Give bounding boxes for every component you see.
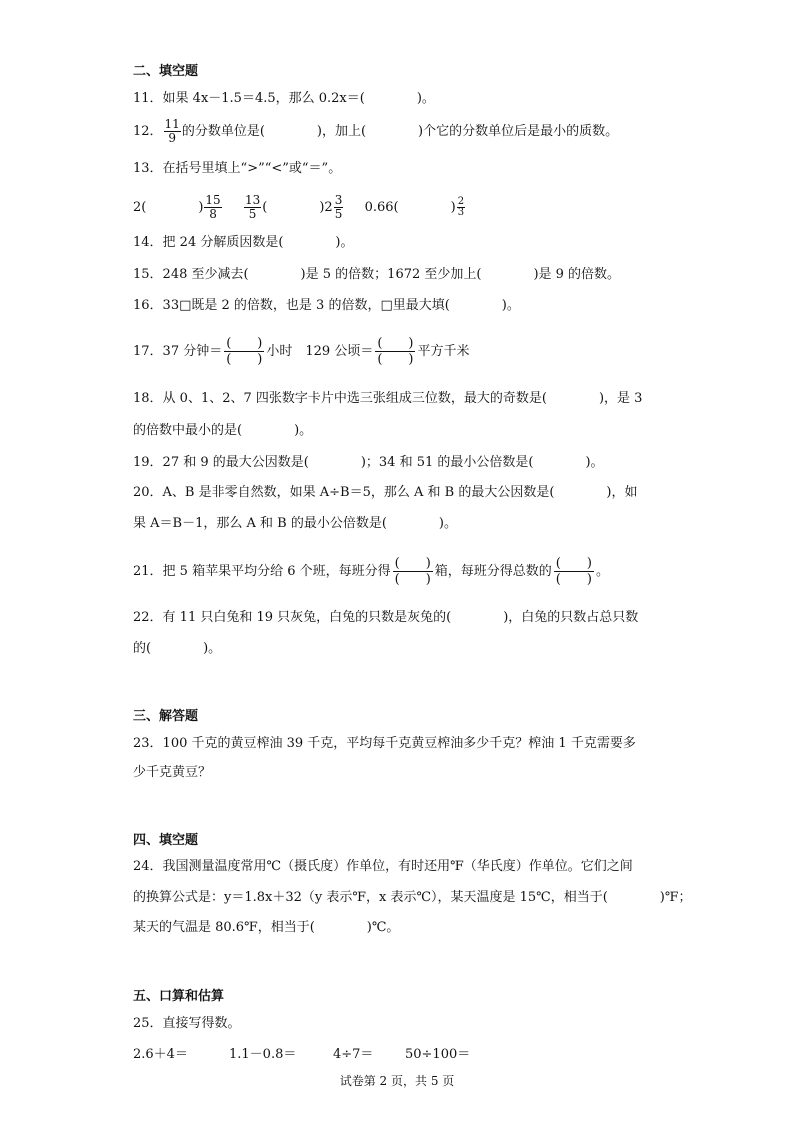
question-14: 14．把 24 分解质因数是( )。 [133, 235, 354, 250]
question-23-line-2: 少千克黄豆？ [133, 765, 212, 780]
blank-numerator: ( ) [555, 556, 592, 571]
blank-fraction [554, 556, 594, 587]
fraction-numerator: 15 [205, 193, 221, 207]
section-heading-fill-blank: 二、填空题 [133, 64, 199, 79]
question-16: 16．33□既是 2 的倍数，也是 3 的倍数，□里最大填( )。 [133, 298, 520, 313]
blank-numerator: ( ) [377, 336, 414, 351]
calc-item-2: 1.1－0.8＝ [229, 1047, 297, 1062]
question-15: 15．248 至少减去( )是 5 的倍数；1672 至少加上( )是 9 的倍数。 [133, 267, 621, 282]
blank-fraction [375, 336, 415, 367]
question-25-intro: 25．直接写得数。 [133, 1016, 241, 1031]
question-12-text: 的分数单位是( )，加上( )个它的分数单位后是最小的质数。 [181, 124, 619, 139]
question-21-part-c: 。 [595, 564, 609, 579]
blank-numerator: ( ) [226, 336, 263, 351]
question-17-part-b: 小时 129 公顷＝ [266, 344, 374, 359]
fraction-numerator: 11 [164, 117, 180, 131]
calc-item-1: 2.6＋4＝ [133, 1047, 188, 1062]
question-24-line-1: 24．我国测量温度常用℃（摄氏度）作单位，有时还用℉（华氏度）作单位。它们之间 [133, 859, 633, 874]
blank-fraction [393, 556, 433, 587]
fraction-denominator: 9 [168, 131, 176, 145]
fraction-denominator: 5 [334, 207, 343, 221]
fraction-13-5 [244, 194, 261, 221]
question-22-line-1: 22．有 11 只白兔和 19 只灰兔，白兔的只数是灰兔的( )，白兔的只数占总只数 [133, 610, 639, 625]
question-24-line-2: 的换算公式是：y＝1.8x＋32（y 表示℉，x 表示℃），某天温度是 15℃，相当于( )℉； [133, 890, 692, 905]
question-23-line-1: 23．100 千克的黄豆榨油 39 千克，平均每千克黄豆榨油多少千克？榨油 1 千克需要多 [133, 736, 636, 751]
question-18-line-2: 的倍数中最小的是( )。 [133, 423, 313, 438]
blank-denominator: ( ) [555, 572, 592, 587]
section-heading-mental-math: 五、口算和估算 [133, 989, 225, 1004]
question-17 [133, 336, 470, 367]
question-18-line-1: 18．从 0、1、2、7 四张数字卡片中选三张组成三位数，最大的奇数是( )，是 3 [133, 391, 643, 406]
blank-denominator: ( ) [377, 352, 414, 367]
question-12-fraction [164, 118, 181, 145]
question-13-intro: 13．在括号里填上“>”“<”或“＝”。 [133, 161, 342, 176]
section-heading-solve: 三、解答题 [133, 709, 199, 724]
question-21-part-b: 箱，每班分得总数的 [434, 564, 552, 579]
compare-3-left: 0.66( ) [364, 200, 456, 215]
question-21-part-a: 21．把 5 箱苹果平均分给 6 个班，每班分得 [133, 564, 391, 579]
calc-item-3: 4÷7＝ [333, 1047, 374, 1062]
question-12-number: 12． [133, 124, 163, 139]
question-24-line-3: 某天的气温是 80.6℉，相当于( )℃。 [133, 920, 400, 935]
blank-denominator: ( ) [394, 572, 431, 587]
question-13-comparisons [133, 194, 466, 221]
compare-1-left: 2( ) [133, 200, 204, 215]
fraction-numerator: 13 [244, 193, 261, 207]
question-20-line-2: 果 A＝B－1，那么 A 和 B 的最小公倍数是( )。 [133, 516, 457, 531]
question-11: 11．如果 4x－1.5＝4.5，那么 0.2x＝( )。 [133, 91, 435, 106]
question-12 [133, 118, 618, 145]
calc-item-4: 50÷100＝ [405, 1047, 471, 1062]
question-20-line-1: 20．A、B 是非零自然数，如果 A÷B＝5，那么 A 和 B 的最大公因数是( )，如 [133, 485, 638, 500]
question-17-part-a: 17．37 分钟＝ [133, 344, 223, 359]
blank-denominator: ( ) [226, 352, 263, 367]
question-22-line-2: 的( )。 [133, 641, 222, 656]
blank-numerator: ( ) [394, 556, 431, 571]
section-heading-fill-blank-2: 四、填空题 [133, 833, 199, 848]
compare-2-middle: ( )2 [262, 200, 333, 215]
page-footer: 试卷第 2 页，共 5 页 [339, 1074, 455, 1088]
fraction-2-3 [457, 197, 465, 218]
question-21 [133, 556, 609, 587]
fraction-denominator: 8 [209, 207, 217, 221]
question-17-part-c: 平方千米 [417, 344, 470, 359]
fraction-numerator: 3 [334, 193, 343, 207]
fraction-15-8 [204, 194, 221, 221]
fraction-numerator: 2 [457, 196, 465, 207]
fraction-denominator: 5 [248, 207, 257, 221]
blank-fraction [224, 336, 264, 367]
fraction-denominator: 3 [457, 207, 465, 218]
question-19: 19．27 和 9 的最大公因数是( )；34 和 51 的最小公倍数是( )。 [133, 455, 604, 470]
fraction-3-5 [334, 194, 344, 221]
